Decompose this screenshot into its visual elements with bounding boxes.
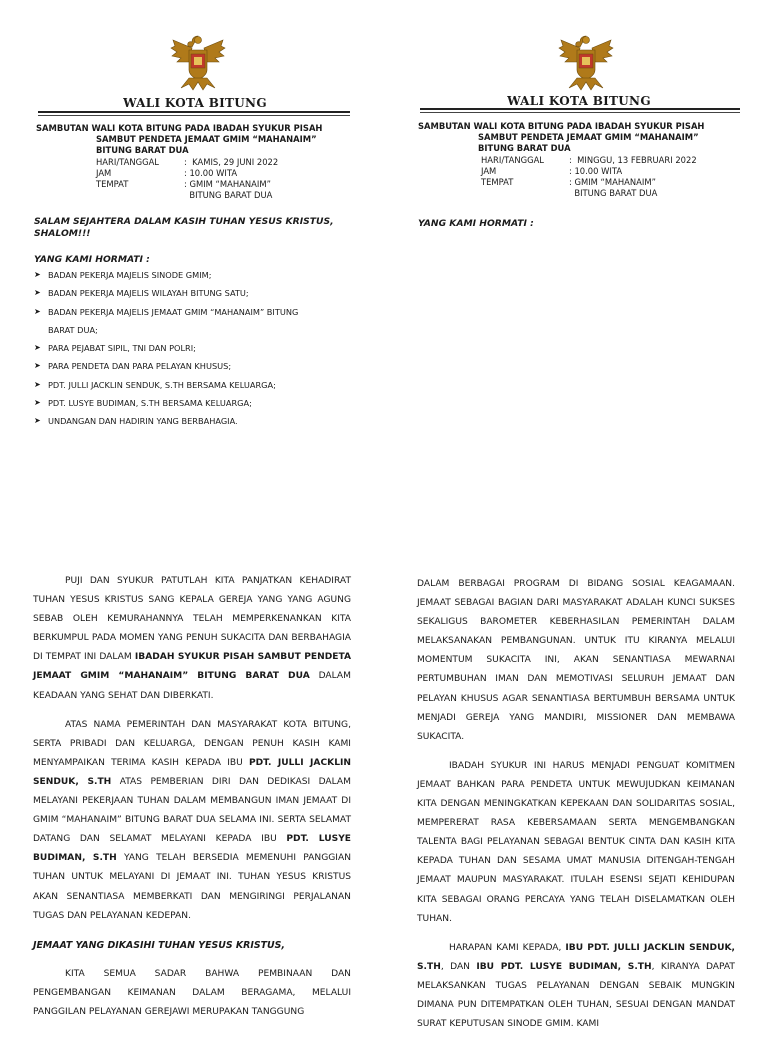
garuda-emblem-icon (555, 30, 617, 92)
event-details: HARI/TANGGAL : MINGGU, 13 FEBRUARI 2022 JAM : 10.00 WITA TEMPAT : GMIM “MAHANAIM” BITUNG BARAT DUA (481, 155, 697, 198)
list-item: ➤ PDT. LUSYE BUDIMAN, S.TH BERSAMA KELUARGA; (34, 394, 350, 412)
letterhead-title: WALI KOTA BITUNG (123, 96, 267, 110)
arrow-bullet-icon: ➤ (34, 361, 41, 371)
letterhead-rule-thin (38, 115, 350, 116)
sambutan-heading: SAMBUTAN WALI KOTA BITUNG PADA IBADAH SYUKUR PISAH SAMBUT PENDETA JEMAAT GMIM “MAHANAIM” BITUNG BARAT DUA (36, 123, 323, 155)
sambutan-heading: SAMBUTAN WALI KOTA BITUNG PADA IBADAH SYUKUR PISAH SAMBUT PENDETA JEMAAT GMIM “MAHANAIM” BITUNG BARAT DUA (418, 121, 705, 153)
arrow-bullet-icon: ➤ (34, 306, 41, 316)
arrow-bullet-icon: ➤ (34, 288, 41, 298)
salutation-heading: YANG KAMI HORMATI : (418, 218, 534, 229)
letterhead-rule-thin (420, 112, 740, 113)
paragraph: IBADAH SYUKUR INI HARUS MENJADI PENGUAT KOMITMEN JEMAAT BAHKAN PARA PENDETA UNTUK MEWUJUDKAN KEIMANAN KITA DENGAN MENINGKATKAN KEPEKAAN DAN SOLIDARITAS SOSIAL, MEMPERERAT RASA KEBERSAMAAN SERTA MENGEMBANGKAN TALENTA BAGI PELAYANAN SEBAGAI BENTUK CINTA DAN KASIH KITA KEPADA TUHAN DAN SESAMA UMAT MANUSIA DITENGAH-TENGAH JEMAAT MAUPUN MASYARAKAT. ITULAH ESENSI SEJATI KEHIDUPAN KITA SEBAGAI ORANG PERCAYA YANG TELAH DISELAMATKAN OLEH TUHAN. (417, 760, 735, 924)
paragraph: HARAPAN KAMI KEPADA, IBU PDT. JULLI JACKLIN SENDUK, S.TH, DAN IBU PDT. LUSYE BUDIMAN, S.TH, KIRANYA DAPAT MELAKSANKAN TUGAS PELAYANAN DENGAN SEBAIK MUNGKIN DIMANA PUN DITEMPATKAN OLEH TUHAN, SESUAI DENGAN MANDAT SURAT KEPUTUSAN SINODE GMIM. KAMI (417, 942, 735, 1030)
salutation-heading: YANG KAMI HORMATI : (34, 254, 150, 265)
paragraph: DALAM BERBAGAI PROGRAM DI BIDANG SOSIAL KEAGAMAAN. JEMAAT SEBAGAI BAGIAN DARI MASYARAKAT ADALAH KUNCI SUKSES SEKALIGUS BAROMETER KEBERHASILAN PEMERINTAH DALAM MELAKSANAKAN PEMBANGUNAN. UNTUK ITU KIRANYA MELALUI MOMENTUM SUKACITA INI, AKAN SENANTIASA MEWARNAI PERTUMBUHAN IMAN DAN MEMOTIVASI SELURUH JEMAAT DAN PELAYAN KHUSUS AGAR SENANTIASA BERTUMBUH BERSAMA UNTUK MENJADI GEREJA YANG MANDIRI, MISSIONER DAN MEMBAWA SUKACITA. (417, 579, 735, 742)
body-text-left (33, 572, 351, 1032)
paragraph: KITA SEMUA SADAR BAHWA PEMBINAAN DAN PENGEMBANGAN KEIMANAN DALAM BERAGAMA, MELALUI PANGGILAN PELAYANAN GEREJAWI MERUPAKAN TANGGUNG (33, 968, 351, 1017)
letterhead-title: WALI KOTA BITUNG (507, 94, 651, 108)
greeting: SALAM SEJAHTERA DALAM KASIH TUHAN YESUS KRISTUS, SHALOM!!! (34, 216, 334, 239)
list-item: BARAT DUA; (48, 324, 98, 335)
arrow-bullet-icon: ➤ (34, 398, 41, 408)
list-item: ➤ PARA PENDETA DAN PARA PELAYAN KHUSUS; (34, 357, 350, 375)
letterhead-rule (420, 108, 740, 110)
arrow-bullet-icon: ➤ (34, 270, 41, 279)
arrow-bullet-icon: ➤ (34, 343, 41, 353)
list-item: ➤ PDT. JULLI JACKLIN SENDUK, S.TH BERSAMA KELUARGA; (34, 376, 350, 394)
paragraph: ATAS NAMA PEMERINTAH DAN MASYARAKAT KOTA BITUNG, SERTA PRIBADI DAN KELUARGA, DENGAN PENUH KASIH KAMI MENYAMPAIKAN TERIMA KASIH KEPADA IBU PDT. JULLI JACKLIN SENDUK, S.TH ATAS PEMBERIAN DIRI DAN DEDIKASI DALAM MELAYANI PEKERJAAN TUHAN DALAM MEMBANGUN IMAN JEMAAT DI GMIM “MAHANAIM” BITUNG BARAT DUA SELAMA INI. SERTA SELAMAT DATANG DAN SELAMAT MELAYANI KEPADA IBU PDT. LUSYE BUDIMAN, S.TH YANG TELAH BERSEDIA MEMENUHI PANGGIAN TUHAN UNTUK MELAYANI DI JEMAAT INI. TUHAN YESUS KRISTUS AKAN SENANTIASA MEMBERKATI DAN MENGIRINGI PERJALANAN TUGAS DAN PELAYANAN KEDEPAN. (33, 719, 351, 921)
list-item: ➤ BADAN PEKERJA MAJELIS JEMAAT GMIM “MAHANAIM” BITUNG (34, 303, 350, 321)
paragraph: PUJI DAN SYUKUR PATUTLAH KITA PANJATKAN KEHADIRAT TUHAN YESUS KRISTUS SANG KEPALA GEREJA YANG YANG AGUNG SEBAB OLEH KEMURAHANNYA TELAH MEMPERKENANKAN KITA BERKUMPUL PADA MOMEN YANG PENUH SUKACITA DAN BERBAHAGIA DI TEMPAT INI DALAM IBADAH SYUKUR PISAH SAMBUT PENDETA JEMAAT GMIM “MAHANAIM” BITUNG BARAT DUA DALAM KEADAAN YANG SEHAT DAN DIBERKATI. (33, 576, 351, 701)
section-heading: JEMAAT YANG DIKASIHI TUHAN YESUS KRISTUS, (33, 939, 285, 951)
event-details: HARI/TANGGAL : KAMIS, 29 JUNI 2022 JAM : 10.00 WITA TEMPAT : GMIM “MAHANAIM” BITUNG BARAT DUA (96, 157, 279, 200)
body-text-right (417, 575, 735, 1044)
arrow-bullet-icon: ➤ (34, 416, 41, 426)
list-item: ➤ BADAN PEKERJA MAJELIS WILAYAH BITUNG SATU; (34, 284, 350, 302)
garuda-emblem-icon (167, 30, 229, 92)
letterhead-rule (38, 111, 350, 113)
list-item: ➤ UNDANGAN DAN HADIRIN YANG BERBAHAGIA. (34, 412, 350, 430)
list-item: ➤ PARA PEJABAT SIPIL, TNI DAN POLRI; (34, 339, 350, 357)
salutation-list (34, 266, 350, 431)
arrow-bullet-icon: ➤ (34, 379, 41, 389)
list-item: ➤ BADAN PEKERJA MAJELIS SINODE GMIM; (34, 266, 350, 284)
